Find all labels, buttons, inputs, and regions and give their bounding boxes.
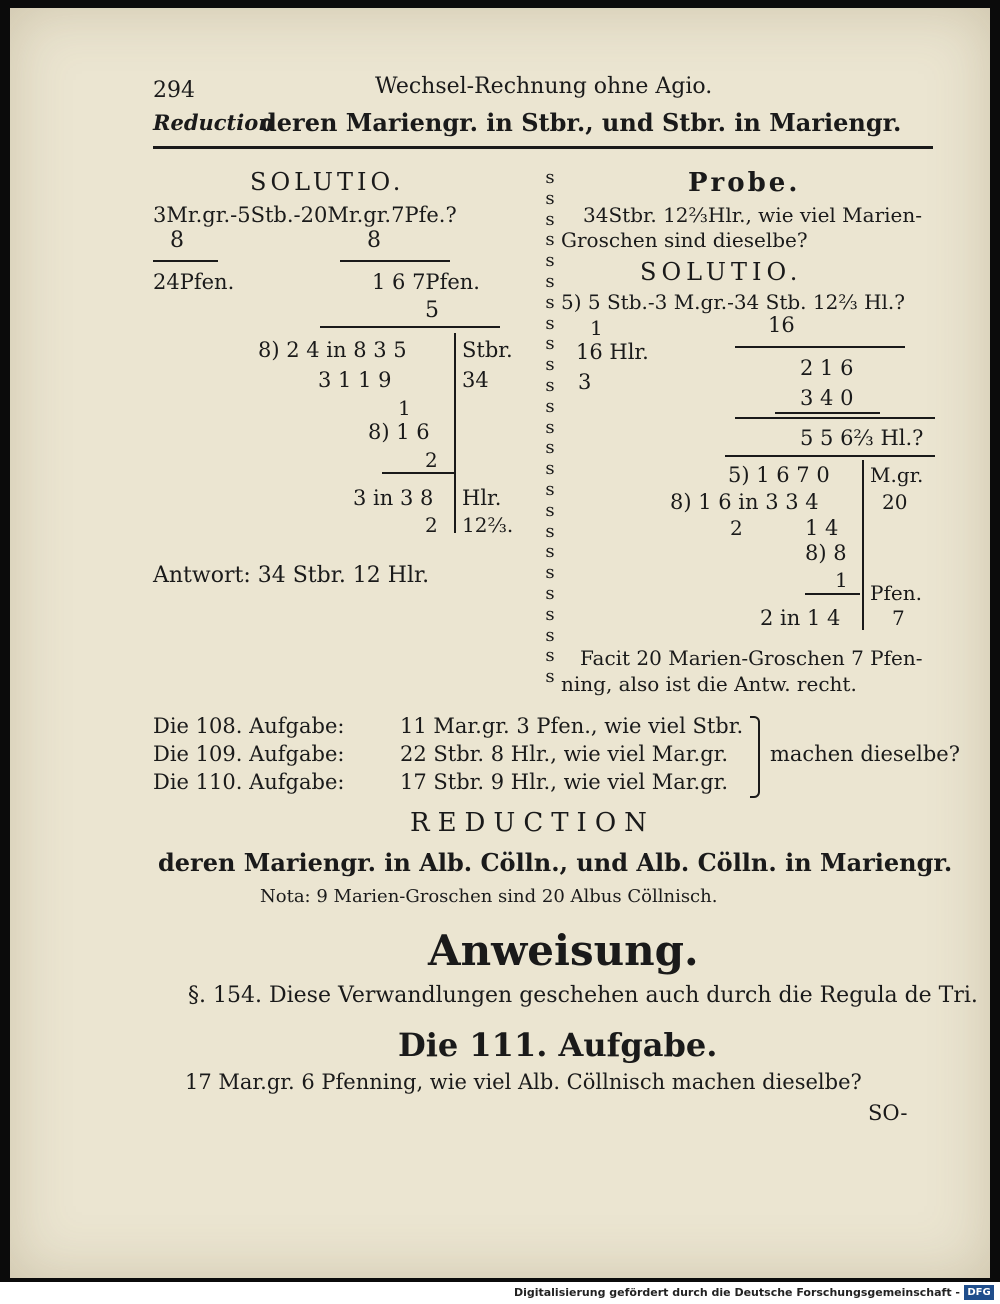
sep-glyph: s xyxy=(545,395,555,417)
task-109-text: 22 Stbr. 8 Hlr., wie viel Mar.gr. xyxy=(400,742,729,766)
task-109-label: Die 109. Aufgabe: xyxy=(153,742,345,766)
left-row-3-119: 3 1 1 9 xyxy=(318,368,392,392)
catchword: SO- xyxy=(868,1101,908,1125)
right-vrule xyxy=(862,460,864,630)
aufgabe-111-title: Die 111. Aufgabe. xyxy=(398,1026,718,1064)
right-solutio: SOLUTIO. xyxy=(640,258,803,286)
scanned-page xyxy=(10,8,990,1278)
left-one: 1 xyxy=(398,396,411,420)
sep-glyph: s xyxy=(545,666,555,688)
right-rule-3 xyxy=(735,417,935,419)
sep-glyph: s xyxy=(545,333,555,355)
left-div-line: 8) 2 4 in 8 3 5 xyxy=(258,338,407,362)
left-two-b: 2 xyxy=(425,513,438,537)
right-heading: Probe. xyxy=(688,168,801,198)
footer-text: Digitalisierung gefördert durch die Deutsche Forschungsgemeinschaft - xyxy=(513,1286,960,1299)
right-div-8: 8) 1 6 in 3 3 4 xyxy=(670,490,819,514)
footer-bar xyxy=(0,1282,1000,1304)
sep-glyph: s xyxy=(545,187,555,209)
sep-glyph: s xyxy=(545,167,555,188)
right-rule-2 xyxy=(775,412,880,414)
sep-glyph: s xyxy=(545,499,555,521)
task-110-label: Die 110. Aufgabe: xyxy=(153,770,345,794)
reduction-nota: Nota: 9 Marien-Groschen sind 20 Albus Cöllnisch. xyxy=(260,886,718,907)
sep-glyph: s xyxy=(545,291,555,313)
left-rule-2 xyxy=(340,260,450,262)
right-hlr16: 16 Hlr. xyxy=(576,340,649,364)
tasks-bracket xyxy=(750,716,760,798)
right-n340: 3 4 0 xyxy=(800,386,854,410)
sep-glyph: s xyxy=(545,520,555,542)
right-n556: 5 5 6⅔ Hl.? xyxy=(800,426,924,450)
right-rule-5 xyxy=(805,593,860,595)
right-rule-1 xyxy=(735,346,905,348)
sep-glyph: s xyxy=(545,437,555,459)
anweisung-title: Anweisung. xyxy=(428,926,699,975)
left-two: 2 xyxy=(425,448,438,472)
left-div-16: 8) 1 6 xyxy=(368,420,430,444)
left-eight-b: 8 xyxy=(367,228,381,253)
right-div-8b: 8) 8 xyxy=(805,541,847,565)
sep-glyph: s xyxy=(545,645,555,667)
left-div-38: 3 in 3 8 xyxy=(353,486,434,510)
right-question-1: 34Stbr. 12⅔Hlr., wie viel Marien- xyxy=(583,203,923,227)
right-div-2: 2 in 1 4 xyxy=(760,606,841,630)
section-title: deren Mariengr. in Stbr., und Stbr. in Mariengr. xyxy=(260,108,902,137)
right-facit-2: ning, also ist die Antw. recht. xyxy=(561,672,857,696)
right-mgr-label: M.gr. xyxy=(870,463,924,487)
right-n216: 2 1 6 xyxy=(800,356,854,380)
left-stbr-label: Stbr. xyxy=(462,338,513,362)
task-110-text: 17 Stbr. 9 Hlr., wie viel Mar.gr. xyxy=(400,770,729,794)
page-number: 294 xyxy=(153,78,195,103)
left-answer: Antwort: 34 Stbr. 12 Hlr. xyxy=(153,563,430,588)
left-vrule xyxy=(454,333,456,533)
right-problem: 5) 5 Stb.-3 M.gr.-34 Stb. 12⅔ Hl.? xyxy=(561,290,905,314)
task-108-label: Die 108. Aufgabe: xyxy=(153,714,345,738)
sep-glyph: s xyxy=(545,354,555,376)
right-one-b: 1 xyxy=(835,568,848,592)
right-facit-1: Facit 20 Marien-Groschen 7 Pfen- xyxy=(580,646,923,670)
task-108-text: 11 Mar.gr. 3 Pfen., wie viel Stbr. xyxy=(400,714,744,738)
sep-glyph: s xyxy=(545,478,555,500)
right-three: 3 xyxy=(578,370,592,394)
left-hlr-val: 12⅔. xyxy=(462,513,514,537)
right-question-2: Groschen sind dieselbe? xyxy=(561,228,808,252)
left-rule-4 xyxy=(382,472,454,474)
sep-glyph: s xyxy=(545,603,555,625)
sep-glyph: s xyxy=(545,416,555,438)
sep-glyph: s xyxy=(545,270,555,292)
running-title: Wechsel-Rechnung ohne Agio. xyxy=(375,74,713,99)
right-mgr-20: 20 xyxy=(882,490,908,514)
right-one: 1 xyxy=(590,316,603,340)
reduction-subtitle: deren Mariengr. in Alb. Cölln., und Alb. Cölln. in Mariengr. xyxy=(158,848,953,877)
sep-glyph: s xyxy=(545,562,555,584)
left-stbr-34: 34 xyxy=(462,368,489,392)
right-rule-4 xyxy=(725,455,935,457)
sep-glyph: s xyxy=(545,624,555,646)
right-pfen-label: Pfen. xyxy=(870,581,922,605)
right-sixteen: 16 xyxy=(768,313,795,337)
left-problem: 3Mr.gr.-5Stb.-20Mr.gr.7Pfe.? xyxy=(153,203,457,227)
anweisung-text: §. 154. Diese Verwandlungen geschehen auch durch die Regula de Tri. xyxy=(188,983,978,1008)
left-eight-a: 8 xyxy=(170,228,184,253)
left-pfen-167: 1 6 7Pfen. xyxy=(372,270,480,294)
sep-glyph: s xyxy=(545,250,555,272)
section-title-prefix: Reduction xyxy=(153,110,274,135)
right-two: 2 xyxy=(730,516,743,540)
right-n14: 1 4 xyxy=(805,516,839,540)
column-separator xyxy=(540,168,560,688)
left-rule-3 xyxy=(320,326,500,328)
dfg-logo: DFG xyxy=(964,1285,994,1300)
aufgabe-111-text: 17 Mar.gr. 6 Pfenning, wie viel Alb. Cöllnisch machen dieselbe? xyxy=(185,1070,862,1094)
left-hlr-label: Hlr. xyxy=(462,486,502,510)
header-rule xyxy=(153,146,933,149)
sep-glyph: s xyxy=(545,312,555,334)
reduction-title: REDUCTION xyxy=(410,808,655,838)
right-pfen-7: 7 xyxy=(892,606,905,630)
left-rule-1 xyxy=(153,260,218,262)
tasks-suffix: machen dieselbe? xyxy=(770,742,960,766)
sep-glyph: s xyxy=(545,374,555,396)
left-heading: SOLUTIO. xyxy=(250,168,405,196)
right-div-5: 5) 1 6 7 0 xyxy=(728,463,830,487)
sep-glyph: s xyxy=(545,229,555,251)
sep-glyph: s xyxy=(545,582,555,604)
sep-glyph: s xyxy=(545,541,555,563)
sep-glyph: s xyxy=(545,458,555,480)
left-five: 5 xyxy=(425,298,439,323)
sep-glyph: s xyxy=(545,208,555,230)
left-pfen-24: 24Pfen. xyxy=(153,270,235,294)
